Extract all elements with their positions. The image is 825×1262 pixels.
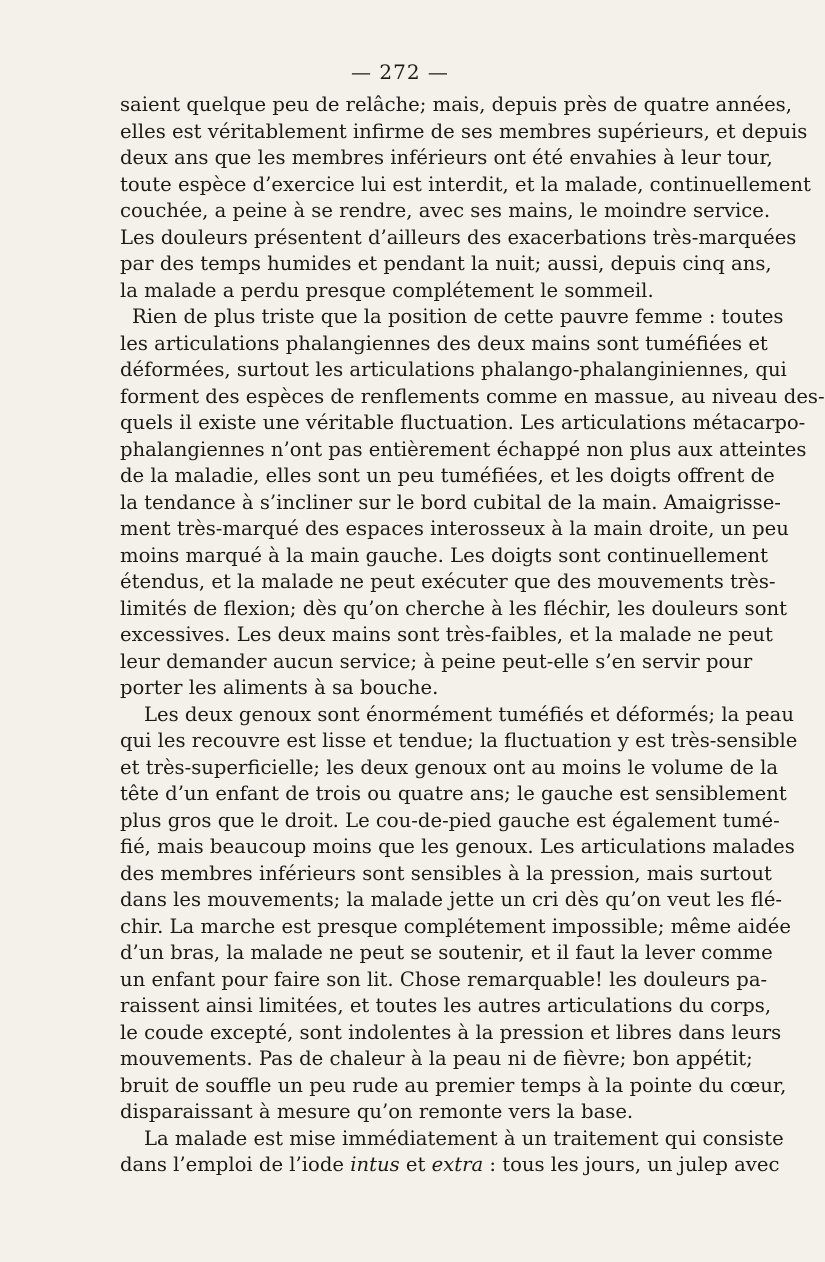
- body-text: [120, 92, 825, 1179]
- text-line: elles est véritablement infirme de ses membres supérieurs, et depuis: [120, 119, 808, 143]
- text-line: des membres inférieurs sont sensibles à la pression, mais surtout: [120, 861, 772, 885]
- text-line: chir. La marche est presque complétement impossible; même aidée: [120, 914, 791, 938]
- text-line: disparaissant à mesure qu’on remonte vers la base.: [120, 1100, 634, 1123]
- page-number: — 272 —: [351, 60, 449, 84]
- italic-term: intus: [350, 1153, 400, 1176]
- text-line: [120, 1152, 780, 1179]
- text-line: toute espèce d’exercice lui est interdit, et la malade, continuellement: [120, 172, 811, 196]
- text-run: et: [399, 1153, 432, 1176]
- text-line: moins marqué à la main gauche. Les doigts sont continuellement: [120, 543, 769, 567]
- text-line: mouvements. Pas de chaleur à la peau ni de fièvre; bon appétit;: [120, 1047, 753, 1070]
- text-line: tête d’un enfant de trois ou quatre ans; le gauche est sensiblement: [120, 782, 787, 805]
- text-line: et très-superficielle; les deux genoux ont au moins le volume de la: [120, 755, 779, 779]
- text-line: porter les aliments à sa bouche.: [120, 676, 439, 699]
- text-line: fié, mais beaucoup moins que les genoux. Les articulations malades: [120, 835, 795, 858]
- text-line: saient quelque peu de relâche; mais, depuis près de quatre années,: [120, 93, 792, 116]
- text-line: plus gros que le droit. Le cou-de-pied gauche est également tumé-: [120, 808, 780, 832]
- text-line: qui les recouvre est lisse et tendue; la fluctuation y est très-sensible: [120, 729, 798, 752]
- text-line: par des temps humides et pendant la nuit; aussi, depuis cinq ans,: [120, 252, 772, 275]
- text-line: ment très-marqué des espaces interosseux à la main droite, un peu: [120, 517, 789, 540]
- text-line: quels il existe une véritable fluctuation. Les articulations métacarpo-: [120, 411, 806, 434]
- text-line: La malade est mise immédiatement à un traitement qui consiste: [144, 1126, 784, 1150]
- text-line: Rien de plus triste que la position de cette pauvre femme : toutes: [132, 305, 784, 328]
- text-line: phalangiennes n’ont pas entièrement échappé non plus aux atteintes: [120, 437, 807, 461]
- text-line: de la maladie, elles sont un peu tuméfiées, et les doigts offrent de: [120, 464, 775, 487]
- text-line: déformées, surtout les articulations phalango-phalanginiennes, qui: [120, 358, 787, 381]
- text-line: deux ans que les membres inférieurs ont été envahies à leur tour,: [120, 146, 773, 169]
- italic-term: extra: [431, 1153, 484, 1176]
- text-line: Les douleurs présentent d’ailleurs des exacerbations très-marquées: [120, 225, 797, 249]
- text-line: les articulations phalangiennes des deux mains sont tuméfiées et: [120, 331, 768, 355]
- text-line: couchée, a peine à se rendre, avec ses mains, le moindre service.: [120, 199, 771, 222]
- text-run: dans l’emploi de l’iode: [120, 1153, 351, 1176]
- text-line: raissent ainsi limitées, et toutes les autres articulations du corps,: [120, 994, 772, 1017]
- text-line: forment des espèces de renflements comme en massue, au niveau des-: [120, 384, 825, 408]
- text-line: étendus, et la malade ne peut exécuter que des mouvements très-: [120, 570, 776, 593]
- text-line: d’un bras, la malade ne peut se soutenir, et il faut la lever comme: [120, 941, 773, 964]
- text-line: la malade a perdu presque complétement le sommeil.: [120, 278, 654, 302]
- text-line: la tendance à s’incliner sur le bord cubital de la main. Amaigrisse-: [120, 490, 781, 514]
- text-run: : tous les jours, un julep avec: [483, 1153, 780, 1176]
- text-line: dans les mouvements; la malade jette un cri dès qu’on veut les flé-: [120, 888, 783, 911]
- text-line: bruit de souffle un peu rude au premier temps à la pointe du cœur,: [120, 1073, 787, 1097]
- text-line: limités de flexion; dès qu’on cherche à les fléchir, les douleurs sont: [120, 596, 787, 620]
- text-line: Les deux genoux sont énormément tuméfiés et déformés; la peau: [144, 702, 794, 726]
- text-line: leur demander aucun service; à peine peut-elle s’en servir pour: [120, 649, 753, 673]
- text-line: un enfant pour faire son lit. Chose remarquable! les douleurs pa-: [120, 967, 768, 991]
- text-line: excessives. Les deux mains sont très-faibles, et la malade ne peut: [120, 623, 773, 646]
- text-line: le coude excepté, sont indolentes à la pression et libres dans leurs: [120, 1020, 782, 1044]
